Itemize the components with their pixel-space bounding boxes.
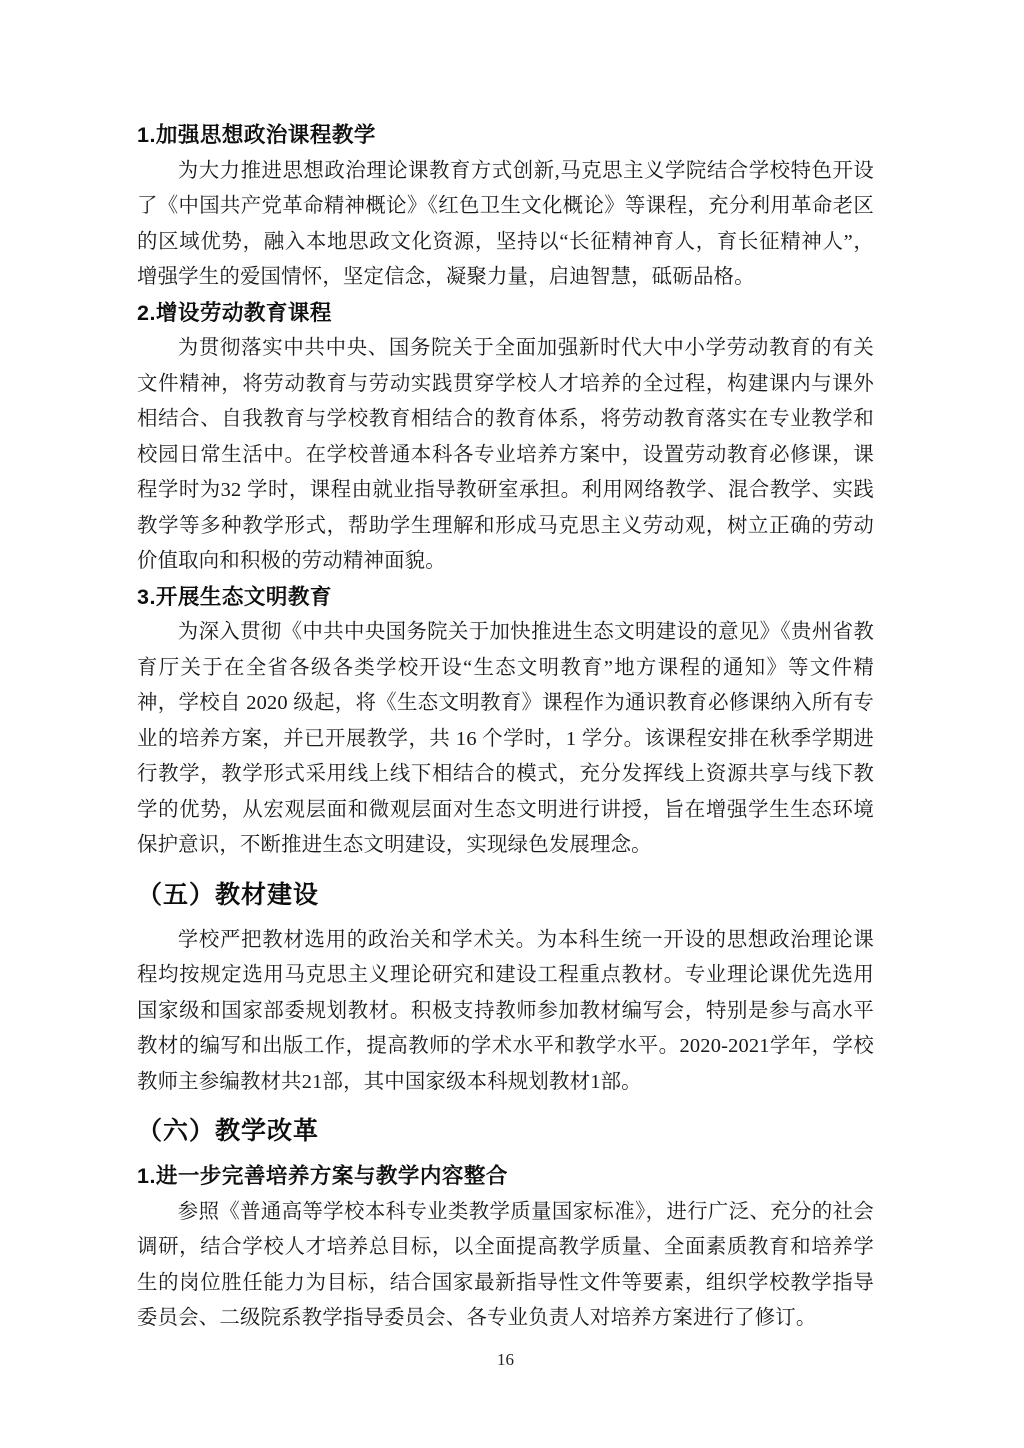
page-footer bbox=[137, 1350, 874, 1370]
paragraph-training-program-revision: 参照《普通高等学校本科专业类教学质量国家标准》，进行广泛、充分的社会调研，结合学校人才培养总目标，以全面提高教学质量、全面素质教育和培养学生的岗位胜任能力为目标，结合国家最新指导性文件等要素，组织学校教学指导委员会、二级院系教学指导委员会、各专业负责人对培养方案进行了修订。 bbox=[137, 1200, 874, 1329]
section-heading-textbook-construction: （五）教材建设 bbox=[137, 880, 320, 909]
page-number: 16 bbox=[497, 1349, 514, 1369]
paragraph-ideological-political-courses: 为大力推进思想政治理论课教育方式创新,马克思主义学院结合学校特色开设了《中国共产党革命精神概论》《红色卫生文化概论》等课程，充分利用革命老区的区域优势，融入本地思政文化资源，坚持以“长征精神育人，育长征精神人”，增强学生的爱国情怀，坚定信念，凝聚力量，启迪智慧，砥砺品格。 bbox=[137, 159, 874, 288]
heading-add-labor-education-courses: 2.增设劳动教育课程 bbox=[137, 300, 332, 325]
heading-ecological-civilization-education: 3.开展生态文明教育 bbox=[137, 584, 332, 609]
paragraph-ecological-civilization: 为深入贯彻《中共中央国务院关于加快推进生态文明建设的意见》《贵州省教育厅关于在全省各级各类学校开设“生态文明教育”地方课程的通知》等文件精神，学校自 2020 级起，将《生态文明教育》课程作为通识教育必修课纳入所有专业的培养方案，并已开展教学，共 16 个学时，1 学分。该课程安排在秋季学期进行教学，教学形式采用线上线下相结合的模式，充分发挥线上资源共享与线下教学的优势，从宏观层面和微观层面对生态文明进行讲授，旨在增强学生生态环境保护意识，不断推进生态文明建设，实现绿色发展理念。 bbox=[137, 621, 874, 856]
heading-strengthen-ideological-political-courses: 1.加强思想政治课程教学 bbox=[137, 123, 376, 147]
section-heading-teaching-reform: （六）教学改革 bbox=[137, 1117, 320, 1145]
paragraph-textbook-construction: 学校严把教材选用的政治关和学术关。为本科生统一开设的思想政治理论课程均按规定选用马克思主义理论研究和建设工程重点教材。专业理论课优先选用国家级和国家部委规划教材。积极支持教师参加教材编写会，特别是参与高水平教材的编写和出版工作，提高教师的学术水平和教学水平。2020-2021学年，学校教师主参编教材共21部，其中国家级本科规划教材1部。 bbox=[137, 928, 874, 1093]
heading-improve-training-programs: 1.进一步完善培养方案与教学内容整合 bbox=[137, 1164, 508, 1188]
paragraph-labor-education: 为贯彻落实中共中央、国务院关于全面加强新时代大中小学劳动教育的有关文件精神，将劳动教育与劳动实践贯穿学校人才培养的全过程，构建课内与课外相结合、自我教育与学校教育相结合的教育体系，将劳动教育落实在专业教学和校园日常生活中。在学校普通本科各专业培养方案中，设置劳动教育必修课，课程学时为32 学时，课程由就业指导教研室承担。利用网络教学、混合教学、实践教学等多种教学形式，帮助学生理解和形成马克思主义劳动观，树立正确的劳动价值取向和积极的劳动精神面貌。 bbox=[137, 337, 874, 572]
